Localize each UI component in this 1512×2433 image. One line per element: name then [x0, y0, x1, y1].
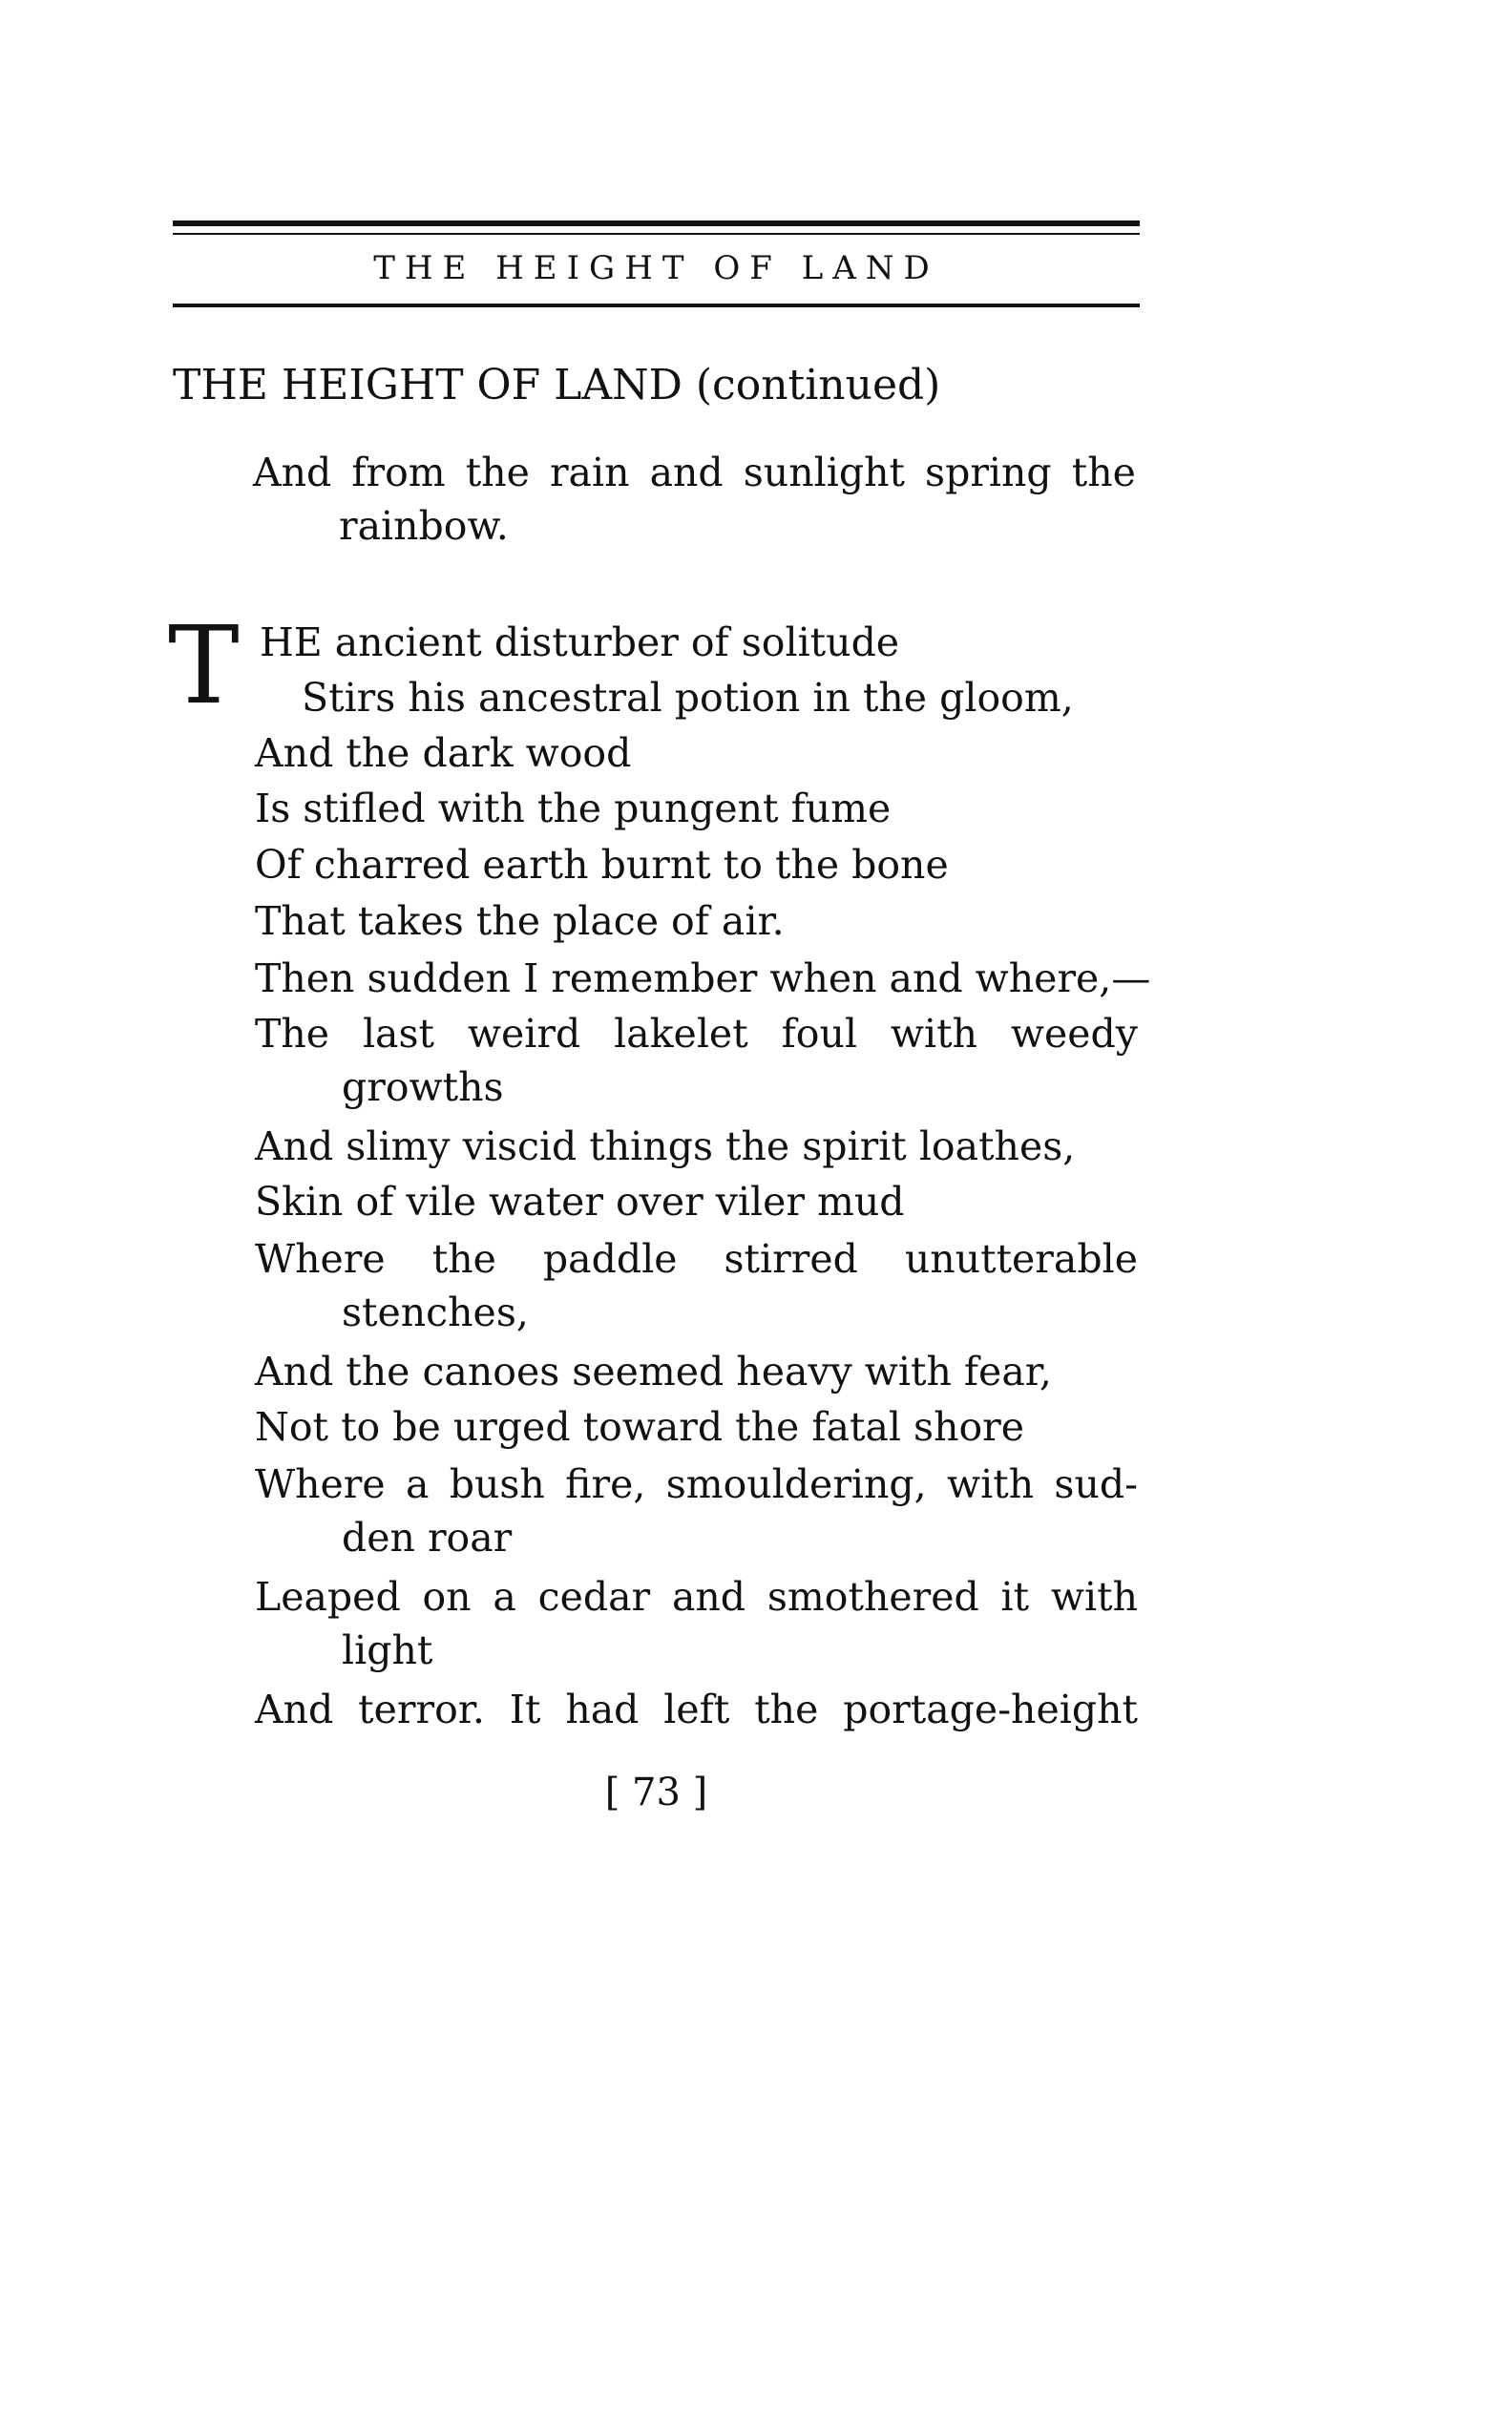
poem-line-13: Not to be urged toward the fatal shore: [255, 1404, 1025, 1450]
poem-line-15: [255, 1569, 1138, 1625]
running-head: THE HEIGHT OF LAND: [373, 249, 939, 287]
word: foul: [781, 1011, 857, 1057]
word: And: [253, 450, 332, 495]
poem-line-12: And the canoes seemed heavy with fear,: [255, 1349, 1052, 1395]
word: last: [362, 1011, 435, 1057]
header-rule-thin: [173, 233, 1140, 235]
poem-line-14: [255, 1457, 1138, 1512]
word: terror.: [358, 1687, 485, 1732]
poem-line-15-continuation: light: [342, 1627, 433, 1673]
word: stirred: [724, 1236, 858, 1282]
poem-line-10: Skin of vile water over viler mud: [255, 1179, 905, 1225]
word: sud-: [1054, 1461, 1138, 1507]
word: unutterable: [904, 1236, 1138, 1282]
poem-line-9: And slimy viscid things the spirit loathes,: [255, 1123, 1076, 1169]
word: spring: [925, 450, 1052, 495]
poem-line-opening-2: rainbow.: [339, 503, 509, 549]
poem-line-16: [255, 1682, 1138, 1737]
poem-line-11: [255, 1231, 1138, 1287]
word: It: [509, 1687, 541, 1732]
word: rain: [549, 450, 630, 495]
poem-title: THE HEIGHT OF LAND (continued): [173, 361, 941, 409]
poem-line-4: Is stifled with the pungent fume: [255, 786, 892, 831]
word: sunlight: [743, 450, 905, 495]
poem-line-14-continuation: den roar: [342, 1515, 513, 1561]
poem-line-2: Stirs his ancestral potion in the gloom,: [302, 675, 1074, 721]
word: fire,: [565, 1461, 646, 1507]
word: bush: [449, 1461, 545, 1507]
word: smouldering,: [665, 1461, 927, 1507]
header-rule-thick: [173, 220, 1140, 226]
word: it: [1000, 1574, 1030, 1620]
word: and: [649, 450, 724, 495]
word: and: [671, 1574, 746, 1620]
word: with: [947, 1461, 1035, 1507]
word: the: [754, 1687, 819, 1732]
poem-line-7: Then sudden I remember when and where,—: [255, 955, 1151, 1001]
poem-line-11-continuation: stenches,: [342, 1290, 529, 1335]
word: cedar: [537, 1574, 651, 1620]
word: Where: [255, 1236, 386, 1282]
page-number: [ 73 ]: [604, 1771, 708, 1814]
word: paddle: [542, 1236, 678, 1282]
word: weedy: [1010, 1011, 1138, 1057]
poem-line-opening-1: [253, 445, 1136, 500]
word: portage-height: [843, 1687, 1138, 1732]
word: the: [1071, 450, 1136, 495]
word: from: [351, 450, 446, 495]
word: smothered: [766, 1574, 979, 1620]
word: Where: [255, 1461, 386, 1507]
word: The: [255, 1011, 330, 1057]
word: with: [890, 1011, 977, 1057]
word: a: [493, 1574, 516, 1620]
word: left: [663, 1687, 730, 1732]
word: had: [565, 1687, 640, 1732]
header-rule-bottom: [173, 304, 1140, 307]
word: And: [255, 1687, 334, 1732]
word: weird: [467, 1011, 581, 1057]
poem-line-8: [255, 1006, 1138, 1061]
word: the: [431, 1236, 496, 1282]
poem-line-8-continuation: growths: [342, 1064, 504, 1110]
poem-line-6: That takes the place of air.: [255, 898, 785, 944]
poem-line-5: Of charred earth burnt to the bone: [255, 842, 949, 888]
word: Leaped: [255, 1574, 401, 1620]
word: the: [465, 450, 530, 495]
drop-cap: T: [168, 604, 240, 728]
word: with: [1050, 1574, 1138, 1620]
word: a: [405, 1461, 430, 1507]
poem-line-3: And the dark wood: [255, 730, 632, 776]
poem-line-1: HE ancient disturber of solitude: [260, 619, 900, 665]
word: on: [422, 1574, 472, 1620]
word: lakelet: [614, 1011, 748, 1057]
